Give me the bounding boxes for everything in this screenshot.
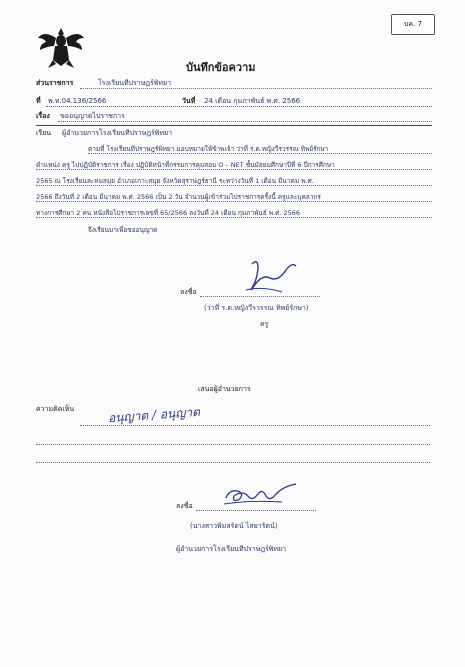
memo-title: บันทึกข้อความ: [186, 61, 256, 74]
body-line: 2565 ณ โรงเรียนละหมสมุย อำเภอเกาะสมุย จังหวัดสุราษฎร์ธานี ระหว่างวันที่ 1 เดือน มีนาคม พ.ศ.: [36, 177, 314, 185]
header-divider: [36, 125, 432, 126]
opinion-handwriting: อนุญาต / อนุญาต: [107, 404, 201, 426]
ref-value: พ.ท.04.136/2566: [48, 97, 107, 105]
ref-line: [46, 106, 432, 107]
proposal-heading: เสนอผู้อำนวยการ: [198, 385, 251, 393]
approver-name: (นางสาวพิมลรัตน์ ไสยารัตน์): [190, 522, 278, 530]
to-label: เรียน: [36, 129, 52, 137]
opinion-line-2: [36, 444, 430, 445]
body-line: ตำแหน่ง ครู ไปปฏิบัติราชการ เรื่อง ปฏิบัติหน้าที่กรรมการคุมสอบ O – NET ชั้นมัธยมศึกษาปีที่ 6 ปีการศึกษา: [36, 161, 335, 169]
body-rule: [88, 153, 432, 154]
opinion-label: ความคิดเห็น: [36, 405, 75, 413]
requester-position: ครู: [260, 320, 269, 328]
body-rule: [36, 169, 432, 170]
date-label: วันที่: [182, 97, 196, 105]
form-number-badge: บค. 7: [391, 14, 435, 35]
body-rule: [36, 217, 432, 218]
garuda-emblem-icon: [36, 24, 86, 70]
requester-signature: [222, 256, 302, 298]
approver-position: ผู้อำนวยการโรงเรียนทีปราษฎร์พิทยา: [176, 545, 287, 553]
approver-sign-label: ลงชื่อ: [176, 502, 193, 510]
approver-signature: [212, 478, 302, 512]
body-line: 2566 ถึงวันที่ 2 เดือน มีนาคม พ.ศ. 2566 เป็น 2 วัน จำนวนผู้เข้าร่วมไปราชการครั้งนี้ ครูและบุคลากร: [36, 193, 321, 201]
subject-line: [58, 121, 432, 122]
requester-sign-label: ลงชื่อ: [180, 288, 197, 296]
opinion-line-3: [36, 462, 430, 463]
dept-line: [80, 88, 432, 89]
date-value: 24 เดือน กุมภาพันธ์ พ.ศ. 2566: [204, 97, 301, 105]
dept-value: โรงเรียนทีปราษฎร์พิทยา: [98, 79, 172, 87]
body-rule: [36, 201, 432, 202]
requester-sign-line: [200, 296, 320, 297]
dept-label: ส่วนราชการ: [36, 79, 74, 87]
body-rule: [36, 185, 432, 186]
requester-name: (ว่าที่ ร.ต.หญิงวีรวรรณ ทิพย์รักษา): [204, 304, 309, 312]
subject-label: เรื่อง: [36, 112, 50, 120]
to-value: ผู้อำนวยการโรงเรียนทีปราษฎร์พิทยา: [62, 129, 173, 137]
approver-sign-line: [196, 510, 316, 511]
body-line: จึงเรียนมาเพื่อขออนุญาต: [88, 226, 158, 234]
body-line: ทางการศึกษา 2 คน หนังสือไปราชการเลขที่ 65/2566 ลงวันที่ 24 เดือน กุมภาพันธ์ พ.ศ. 2566: [36, 209, 301, 217]
subject-value: ขออนุญาตไปราชการ: [60, 112, 125, 120]
ref-label: ที่: [36, 97, 41, 105]
body-line: ตามที่ โรงเรียนทีปราษฎร์พิทยา มอบหมายให้ข้าพเจ้า ว่าที่ ร.ต.หญิงวีรวรรณ ทิพย์รักษา: [88, 145, 329, 153]
